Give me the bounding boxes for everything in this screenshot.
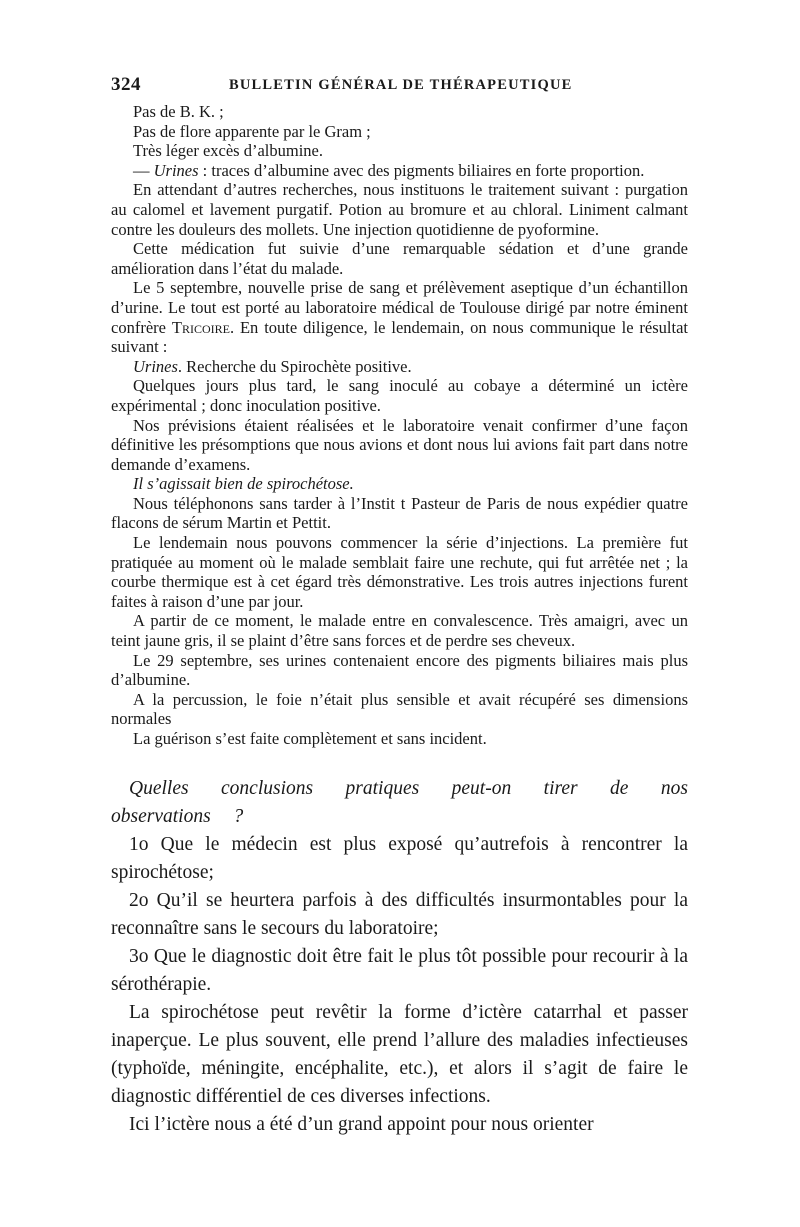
sampling-text-a: Le 5 septembre, nouvelle prise de sang et prélèvement aseptique d’un échantillon d’urine. Le tout est porté au laboratoire médical de Toulouse dirigé par notre éminent confrère (111, 278, 688, 337)
paragraph-injections: Le lendemain nous pouvons commencer la série d’injections. La première fut pratiquée au moment où le malade semblait faire une rechute, qui fut arrêtée net ; la courbe thermique est à cet égard très démonstrative. Les trois autres injections furent faites à raison d’une par jour. (111, 533, 688, 611)
paragraph-spirochetose: Il s’agissait bien de spirochétose. (133, 474, 354, 494)
conclusion-item-2: 2o Qu’il se heurtera parfois à des difficultés insurmontables pour la reconnaître sans le secours du laboratoire; (111, 889, 688, 939)
conclusions-heading: Quelles conclusions pratiques peut-on tirer de nos observations ? (111, 777, 688, 827)
observation-text (111, 102, 688, 749)
page-number: 324 (111, 74, 141, 95)
conclusion-item-3: 3o Que le diagnostic doit être fait le plus tôt possible pour recourir à la sérothérapie. (111, 945, 688, 995)
paragraph-albumine: Très léger excès d’albumine. (133, 141, 323, 161)
paragraph-29-septembre: Le 29 septembre, ses urines contenaient encore des pigments biliaires mais plus d’albumine. (111, 650, 688, 690)
paragraph-pasteur: Nous téléphonons sans tarder à l’Instit t Pasteur de Paris de nous expédier quatre flacons de sérum Martin et Pettit. (111, 493, 688, 533)
paragraph-bk: Pas de B. K. ; (133, 102, 224, 121)
page-header (111, 74, 688, 96)
dash: — (133, 160, 154, 180)
paragraph-treatment: En attendant d’autres recherches, nous instituons le traitement suivant : purgation au calomel et lavement purgatif. Potion au bromure et au chloral. Liniment calmant contre les douleurs des mollets. Une injection quotidienne de pyoformine. (111, 180, 688, 239)
paragraph-guerison: La guérison s’est faite complètement et sans incident. (133, 729, 487, 748)
urines-label: Urines (153, 160, 199, 180)
paragraph-forms: La spirochétose peut revêtir la forme d’ictère catarrhal et passer inaperçue. Le plus souvent, elle prend l’allure des maladies infectieuses (typhoïde, méningite, encéphalite, etc.), et alors il s’agit de faire le diagnostic différentiel de ces diverses infections. (111, 1001, 688, 1107)
paragraph-urines (111, 161, 688, 181)
urines-text: : traces d’albumine avec des pigments biliaires en forte proportion. (198, 160, 645, 180)
paragraph-gram: Pas de flore apparente par le Gram ; (133, 121, 371, 141)
paragraph-sampling (111, 278, 688, 356)
paragraph-convalescence: A partir de ce moment, le malade entre en convalescence. Très amaigri, avec un teint jaune gris, il se plaint d’être sans forces et de perdre ses cheveux. (111, 611, 688, 651)
paragraph-inoculation: Quelques jours plus tard, le sang inoculé au cobaye a déterminé un ictère expérimental ; donc inoculation positive. (111, 376, 688, 415)
result-label: Urines (133, 356, 178, 376)
paragraph-previsions: Nos prévisions étaient réalisées et le laboratoire venait confirmer d’une façon définitive les présomptions que nous avions et dont nous lui avions fait part dans notre demande d’examens. (111, 415, 688, 474)
paragraph-ictere: Ici l’ictère nous a été d’un grand appoint pour nous orienter (129, 1113, 594, 1135)
result-text: . Recherche du Spirochète positive. (177, 356, 412, 376)
paragraph-sedation: Cette médication fut suivie d’une remarquable sédation et d’une grande amélioration dans l’état du malade. (111, 239, 688, 278)
author-name: Tricoire (171, 317, 230, 337)
paragraph-result (111, 357, 688, 377)
sampling-text-b: . En toute diligence, le lendemain, on nous communique le résultat suivant : (111, 317, 688, 357)
book-page (111, 74, 688, 1139)
conclusion-item-1: 1o Que le médecin est plus exposé qu’autrefois à rencontrer la spirochétose; (111, 833, 688, 883)
conclusions-text (111, 775, 688, 1139)
paragraph-percussion: A la percussion, le foie n’était plus sensible et avait récupéré ses dimensions normales (111, 689, 688, 729)
running-title: BULLETIN GÉNÉRAL DE THÉRAPEUTIQUE (229, 77, 573, 93)
